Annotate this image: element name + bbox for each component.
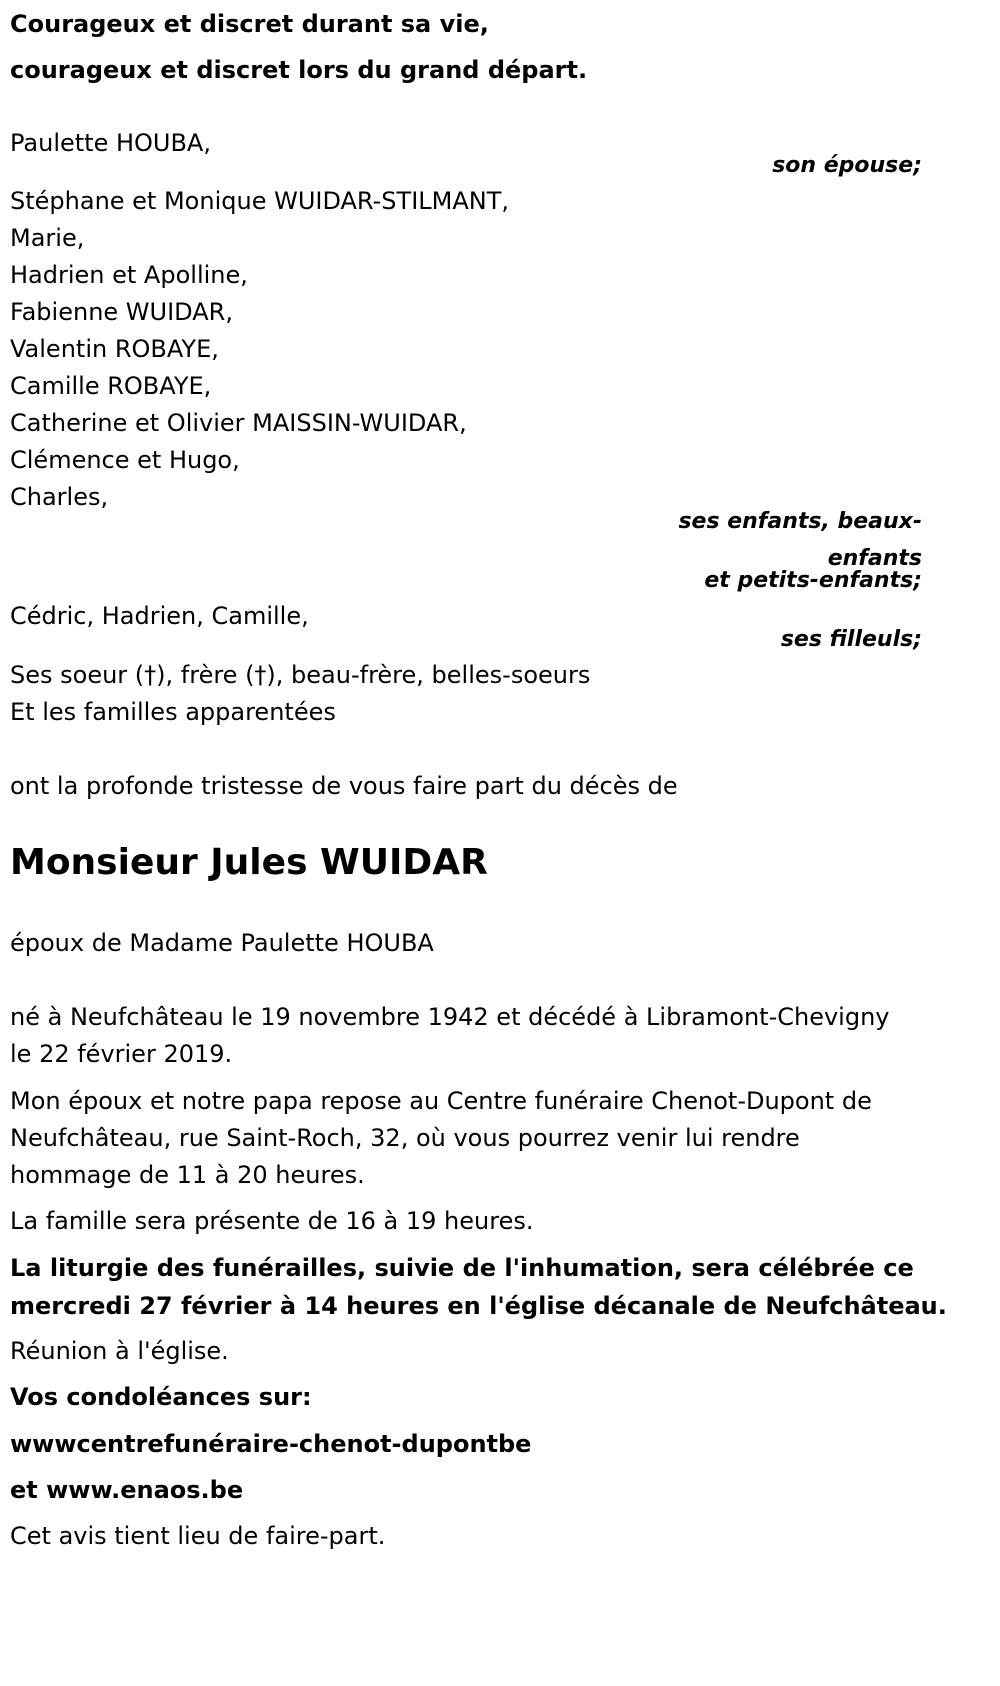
godchildren-names: Cédric, Hadrien, Camille,: [10, 602, 309, 630]
child-name: Fabienne WUIDAR,: [10, 298, 233, 326]
family-presence: La famille sera présente de 16 à 19 heures.: [10, 1207, 534, 1235]
child-name: Catherine et Olivier MAISSIN-WUIDAR,: [10, 409, 467, 437]
spouse-name: Paulette HOUBA,: [10, 129, 211, 157]
child-name: Hadrien et Apolline,: [10, 261, 248, 289]
repose-line-2: Neufchâteau, rue Saint-Roch, 32, où vous pourrez venir lui rendre: [10, 1124, 800, 1152]
intro-line-2: courageux et discret lors du grand départ.: [10, 56, 588, 84]
liturgy-line-1: La liturgie des funérailles, suivie de l'inhumation, sera célébrée ce: [10, 1254, 914, 1282]
meeting-location: Réunion à l'église.: [10, 1337, 229, 1365]
child-name: Valentin ROBAYE,: [10, 335, 219, 363]
spouse-role: son épouse;: [772, 153, 922, 178]
deceased-spouse-line: époux de Madame Paulette HOUBA: [10, 929, 434, 957]
repose-line-3: hommage de 11 à 20 heures.: [10, 1161, 365, 1189]
children-role-line-2: enfants: [827, 546, 922, 571]
child-name: Camille ROBAYE,: [10, 372, 212, 400]
announcement: ont la profonde tristesse de vous faire part du décès de: [10, 772, 678, 800]
deceased-name: Monsieur Jules WUIDAR: [10, 842, 488, 883]
liturgy-line-2: mercredi 27 février à 14 heures en l'église décanale de Neufchâteau.: [10, 1292, 947, 1320]
children-role-line-3: et petits-enfants;: [704, 568, 922, 593]
child-name: Marie,: [10, 224, 85, 252]
child-name: Stéphane et Monique WUIDAR-STILMANT,: [10, 187, 510, 215]
condolences-label: Vos condoléances sur:: [10, 1383, 312, 1411]
children-list: [10, 183, 509, 516]
siblings-line-1: Ses soeur (†), frère (†), beau-frère, belles-soeurs: [10, 661, 591, 689]
dates-line-1: né à Neufchâteau le 19 novembre 1942 et décédé à Libramont-Chevigny: [10, 1003, 890, 1031]
footer-note: Cet avis tient lieu de faire-part.: [10, 1522, 386, 1550]
children-role-line-1: ses enfants, beaux-: [678, 509, 922, 534]
dates-line-2: le 22 février 2019.: [10, 1040, 233, 1068]
condolences-site-2: et www.enaos.be: [10, 1476, 244, 1504]
condolences-site-1: wwwcentrefunéraire-chenot-dupontbe: [10, 1430, 532, 1458]
intro-line-1: Courageux et discret durant sa vie,: [10, 10, 489, 38]
repose-line-1: Mon époux et notre papa repose au Centre funéraire Chenot-Dupont de: [10, 1087, 872, 1115]
siblings-line-2: Et les familles apparentées: [10, 698, 336, 726]
child-name: Clémence et Hugo,: [10, 446, 240, 474]
godchildren-role: ses filleuls;: [780, 627, 922, 652]
child-name: Charles,: [10, 483, 109, 511]
